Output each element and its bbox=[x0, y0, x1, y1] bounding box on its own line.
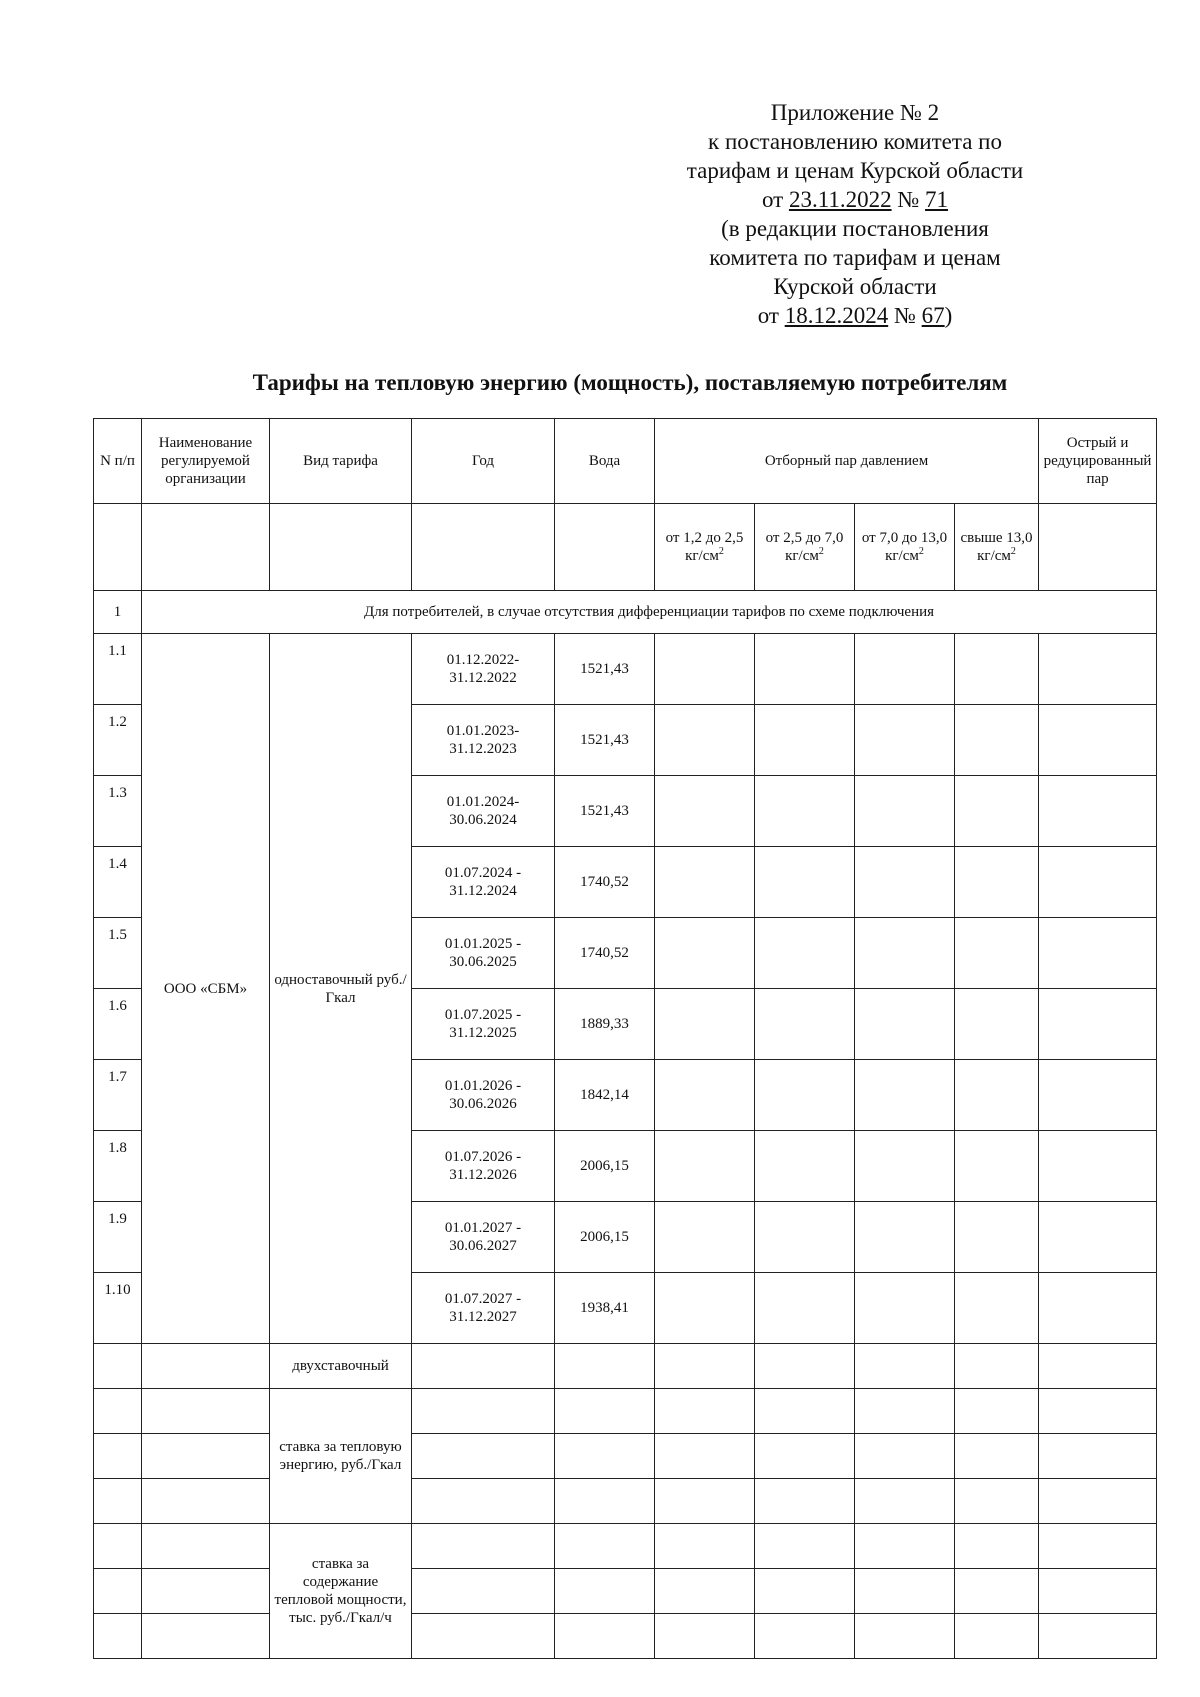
empty-cell bbox=[655, 1524, 755, 1569]
empty-cell bbox=[412, 1524, 555, 1569]
empty-cell bbox=[412, 1569, 555, 1614]
empty-cell bbox=[1039, 1479, 1157, 1524]
tariff-type-one-rate: одноставочный руб./Гкал bbox=[270, 634, 412, 1344]
empty-cell bbox=[1039, 1569, 1157, 1614]
empty-cell bbox=[655, 989, 755, 1060]
header-pressure-1: от 1,2 до 2,5 $кг/см^2$ bbox=[655, 504, 755, 591]
empty-cell bbox=[855, 1131, 955, 1202]
empty-cell bbox=[94, 1569, 142, 1614]
table-row bbox=[94, 1524, 1157, 1569]
empty-cell bbox=[855, 1202, 955, 1273]
empty-cell bbox=[655, 1614, 755, 1659]
empty-cell bbox=[655, 1434, 755, 1479]
empty-cell bbox=[142, 1524, 270, 1569]
header-sharp-steam: Острый и редуцированный пар bbox=[1039, 419, 1157, 504]
empty-cell bbox=[142, 1614, 270, 1659]
empty-cell bbox=[755, 1524, 855, 1569]
empty-cell bbox=[855, 1479, 955, 1524]
row-number: 1.5 bbox=[94, 918, 142, 989]
empty-cell bbox=[1039, 918, 1157, 989]
water-tariff-cell: 1889,33 bbox=[555, 989, 655, 1060]
empty-cell bbox=[412, 1479, 555, 1524]
row-number: 1.3 bbox=[94, 776, 142, 847]
empty-cell bbox=[755, 1273, 855, 1344]
empty-cell bbox=[412, 1614, 555, 1659]
header-pressure-4: свыше 13,0 $кг/см^2$ bbox=[955, 504, 1039, 591]
empty-cell bbox=[1039, 776, 1157, 847]
row-number: 1.6 bbox=[94, 989, 142, 1060]
appendix-line: Курской области bbox=[773, 274, 937, 299]
empty-cell bbox=[555, 1569, 655, 1614]
empty-cell bbox=[1039, 705, 1157, 776]
empty-cell bbox=[655, 1569, 755, 1614]
empty-cell bbox=[955, 1344, 1039, 1389]
empty-cell bbox=[655, 1273, 755, 1344]
period-cell: 01.01.2023-31.12.2023 bbox=[412, 705, 555, 776]
table-row bbox=[94, 634, 1157, 705]
empty-cell bbox=[755, 989, 855, 1060]
appendix-block bbox=[620, 98, 1090, 330]
empty-cell bbox=[755, 776, 855, 847]
empty-cell bbox=[855, 634, 955, 705]
row-number: 1.2 bbox=[94, 705, 142, 776]
empty-cell bbox=[955, 989, 1039, 1060]
empty-cell bbox=[1039, 1273, 1157, 1344]
empty-cell bbox=[142, 1389, 270, 1434]
row-number: 1.8 bbox=[94, 1131, 142, 1202]
empty-cell bbox=[855, 705, 955, 776]
empty-cell bbox=[555, 1479, 655, 1524]
table-row bbox=[94, 1434, 1157, 1479]
water-tariff-cell: 1740,52 bbox=[555, 847, 655, 918]
period-cell: 01.07.2026 - 31.12.2026 bbox=[412, 1131, 555, 1202]
empty-cell bbox=[1039, 1202, 1157, 1273]
revision-number: 67 bbox=[921, 303, 945, 328]
water-tariff-cell: 2006,15 bbox=[555, 1131, 655, 1202]
empty-cell bbox=[655, 634, 755, 705]
empty-cell bbox=[855, 847, 955, 918]
empty-cell bbox=[955, 847, 1039, 918]
section-text: Для потребителей, в случае отсутствия дифференциации тарифов по схеме подключения bbox=[142, 591, 1157, 634]
period-cell: 01.07.2027 - 31.12.2027 bbox=[412, 1273, 555, 1344]
empty-cell bbox=[855, 1524, 955, 1569]
table-row bbox=[94, 1479, 1157, 1524]
header-steam: Отборный пар давлением bbox=[655, 419, 1039, 504]
organization-name: ООО «СБМ» bbox=[142, 634, 270, 1344]
empty-cell bbox=[755, 918, 855, 989]
empty-cell bbox=[94, 1389, 142, 1434]
tariffs-table bbox=[93, 418, 1157, 1659]
appendix-line: комитета по тарифам и ценам bbox=[709, 245, 1001, 270]
empty-cell bbox=[955, 1569, 1039, 1614]
empty-cell bbox=[955, 1524, 1039, 1569]
empty-cell bbox=[855, 776, 955, 847]
empty-cell bbox=[1039, 1524, 1157, 1569]
row-number: 1.9 bbox=[94, 1202, 142, 1273]
empty-cell bbox=[855, 1060, 955, 1131]
appendix-line: тарифам и ценам Курской области bbox=[686, 158, 1024, 183]
row-number: 1.10 bbox=[94, 1273, 142, 1344]
header-row bbox=[94, 419, 1157, 504]
capacity-rate-label: ставка за содержание тепловой мощности, тыс. руб./Гкал/ч bbox=[270, 1524, 412, 1659]
row-number: 1.1 bbox=[94, 634, 142, 705]
empty-cell bbox=[855, 1434, 955, 1479]
empty-cell bbox=[1039, 1344, 1157, 1389]
document-title: Тарифы на тепловую энергию (мощность), поставляемую потребителям bbox=[252, 370, 1008, 395]
appendix-line-date: от 23.11.2022 № 71 bbox=[761, 187, 949, 212]
section-num: 1 bbox=[94, 591, 142, 634]
empty-cell bbox=[955, 1131, 1039, 1202]
tariff-type-two-rate: двухставочный bbox=[270, 1344, 412, 1389]
row-number: 1.7 bbox=[94, 1060, 142, 1131]
energy-rate-label: ставка за тепловую энергию, руб./Гкал bbox=[270, 1389, 412, 1524]
empty-cell bbox=[655, 1060, 755, 1131]
header-water: Вода bbox=[555, 419, 655, 504]
period-cell: 01.07.2024 - 31.12.2024 bbox=[412, 847, 555, 918]
empty-cell bbox=[655, 1344, 755, 1389]
header-pressure-3: от 7,0 до 13,0 $кг/см^2$ bbox=[855, 504, 955, 591]
empty-cell bbox=[94, 1479, 142, 1524]
empty-cell bbox=[855, 918, 955, 989]
empty-cell bbox=[412, 1344, 555, 1389]
table-row bbox=[94, 1614, 1157, 1659]
empty-cell bbox=[655, 847, 755, 918]
empty-cell bbox=[855, 989, 955, 1060]
empty-cell bbox=[412, 1434, 555, 1479]
empty-cell bbox=[755, 1389, 855, 1434]
empty-cell bbox=[755, 1434, 855, 1479]
empty-cell bbox=[955, 1060, 1039, 1131]
period-cell: 01.07.2025 - 31.12.2025 bbox=[412, 989, 555, 1060]
empty-cell bbox=[755, 1569, 855, 1614]
empty-cell bbox=[755, 1131, 855, 1202]
empty-cell bbox=[655, 918, 755, 989]
empty-cell bbox=[94, 1524, 142, 1569]
period-cell: 01.01.2027 - 30.06.2027 bbox=[412, 1202, 555, 1273]
empty-cell bbox=[1039, 1434, 1157, 1479]
empty-cell bbox=[1039, 1131, 1157, 1202]
resolution-date: 23.11.2022 bbox=[788, 187, 892, 212]
empty-cell bbox=[955, 634, 1039, 705]
empty-cell bbox=[955, 918, 1039, 989]
empty-cell bbox=[755, 847, 855, 918]
empty-cell bbox=[855, 1389, 955, 1434]
empty-cell bbox=[555, 1524, 655, 1569]
water-tariff-cell: 1740,52 bbox=[555, 918, 655, 989]
header-tariff-type: Вид тарифа bbox=[270, 419, 412, 504]
appendix-line: Приложение № 2 bbox=[770, 100, 940, 125]
empty-cell bbox=[755, 1060, 855, 1131]
empty-cell bbox=[755, 1614, 855, 1659]
empty-cell bbox=[955, 776, 1039, 847]
header-pressure-2: от 2,5 до 7,0 $кг/см^2$ bbox=[755, 504, 855, 591]
empty-cell bbox=[412, 1389, 555, 1434]
empty-cell bbox=[1039, 847, 1157, 918]
period-cell: 01.01.2025 - 30.06.2025 bbox=[412, 918, 555, 989]
empty-cell bbox=[955, 1202, 1039, 1273]
empty-cell bbox=[855, 1569, 955, 1614]
empty-cell bbox=[94, 1434, 142, 1479]
empty-cell bbox=[655, 1479, 755, 1524]
water-tariff-cell: 1521,43 bbox=[555, 776, 655, 847]
empty-cell bbox=[755, 1202, 855, 1273]
water-tariff-cell: 1842,14 bbox=[555, 1060, 655, 1131]
table-row bbox=[94, 1569, 1157, 1614]
water-tariff-cell: 1521,43 bbox=[555, 634, 655, 705]
empty-cell bbox=[955, 1389, 1039, 1434]
water-tariff-cell: 1938,41 bbox=[555, 1273, 655, 1344]
empty-cell bbox=[1039, 1060, 1157, 1131]
empty-cell bbox=[1039, 634, 1157, 705]
appendix-line: (в редакции постановления bbox=[721, 216, 989, 241]
two-rate-row bbox=[94, 1344, 1157, 1389]
empty-cell bbox=[142, 1569, 270, 1614]
appendix-line-revision-date: от 18.12.2024 № 67) bbox=[757, 303, 953, 328]
empty-cell bbox=[94, 1614, 142, 1659]
empty-cell bbox=[855, 1614, 955, 1659]
empty-cell bbox=[655, 1131, 755, 1202]
period-cell: 01.01.2024-30.06.2024 bbox=[412, 776, 555, 847]
table-row bbox=[94, 1389, 1157, 1434]
empty-cell bbox=[655, 1389, 755, 1434]
empty-cell bbox=[855, 1273, 955, 1344]
empty-cell bbox=[755, 705, 855, 776]
empty-cell bbox=[655, 776, 755, 847]
empty-cell bbox=[1039, 1389, 1157, 1434]
empty-cell bbox=[655, 1202, 755, 1273]
resolution-number: 71 bbox=[925, 187, 949, 212]
empty-cell bbox=[1039, 989, 1157, 1060]
row-number: 1.4 bbox=[94, 847, 142, 918]
empty-cell bbox=[755, 634, 855, 705]
empty-cell bbox=[955, 1434, 1039, 1479]
empty-cell bbox=[142, 1434, 270, 1479]
header-num: N п/п bbox=[94, 419, 142, 504]
period-cell: 01.12.2022-31.12.2022 bbox=[412, 634, 555, 705]
empty-cell bbox=[755, 1344, 855, 1389]
revision-date: 18.12.2024 bbox=[784, 303, 889, 328]
empty-cell bbox=[1039, 1614, 1157, 1659]
empty-cell bbox=[955, 1273, 1039, 1344]
empty-cell bbox=[555, 1434, 655, 1479]
header-org: Наименование регулируемой организации bbox=[142, 419, 270, 504]
empty-cell bbox=[755, 1479, 855, 1524]
header-year: Год bbox=[412, 419, 555, 504]
empty-cell bbox=[955, 1614, 1039, 1659]
appendix-line: к постановлению комитета по bbox=[708, 129, 1002, 154]
period-cell: 01.01.2026 - 30.06.2026 bbox=[412, 1060, 555, 1131]
water-tariff-cell: 1521,43 bbox=[555, 705, 655, 776]
empty-cell bbox=[142, 1479, 270, 1524]
empty-cell bbox=[555, 1344, 655, 1389]
empty-cell bbox=[142, 1344, 270, 1389]
water-tariff-cell: 2006,15 bbox=[555, 1202, 655, 1273]
empty-cell bbox=[855, 1344, 955, 1389]
empty-cell bbox=[94, 1344, 142, 1389]
empty-cell bbox=[955, 1479, 1039, 1524]
empty-cell bbox=[955, 705, 1039, 776]
empty-cell bbox=[555, 1614, 655, 1659]
empty-cell bbox=[655, 705, 755, 776]
section-row bbox=[94, 591, 1157, 634]
empty-cell bbox=[555, 1389, 655, 1434]
subheader-row bbox=[94, 504, 1157, 591]
